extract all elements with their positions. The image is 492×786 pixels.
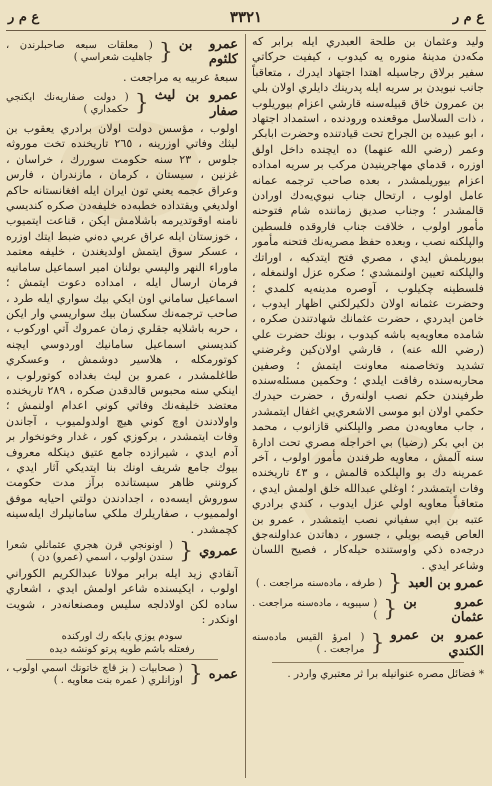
entry-title: عمروي bbox=[199, 544, 238, 560]
entry-note: ( طرفه ، ماده‌سنه مراجعت . ) bbox=[255, 577, 383, 589]
footnote: * فضائل مصره عنوانيله برا ثر معتبري واردر . bbox=[287, 668, 484, 681]
page-number: ٣٣٢١ bbox=[229, 8, 263, 26]
amr-ibn-al-as-body: وليد وعثمان بن طلحة العبدري ايله برابر كه مكه‌دن مدينهٔ منوره يه كيدوب ، كيفيت حركاتي سفير برلاق رجاسيله اهتدا اجتهاد ايدرك ، متعاقباً جانب نبويدن بر سريه ايله پدرينك دايلري اولان بلي بن عمرون خاق قبيله‌سنه قارشي اعزام بيوريلوب ، ذات السلاسل موقعنده ورودنده ، استمداد اجتهاد ، ابو عبيده بن الجراح تحت قيادتنده وحضرت ابابكر وعمر (رضي الله عنهما) ده ايچنده داخل اولق اوزره ، قدماي مهاجرينيدن مركب بر سريه امداده اعزام بيوريلمشدر ، بعده صاحب ترجمه عمانه عامل اولوب ، ارتحال جناب نبوي‌يه‌دك اورادن قالمشدر ؛ وجناب صديق زماننده شام فتوحنه مأمور اولوب ، خلافت جناب فاروقده فلسطين والپلكنه نصب ، وبعده حفظ مصريه‌نك فتحنه مأمور بيوريلمش ايدي ، مصري فتح ايتدكيه ، اوراتك والپلكنه تعيين اولنمشدي ؛ صكره عزل اولنمغله ، فلسطينه چكيلوب ، آوصره مدينه‌يه كلمدي ؛ وحضرت عثمانه اولان دلكيرلكني اظهار ايدوب ، خامن ايدردي ، حضرت عثمانك شهادتندن صكره ، شامده معاويه‌يه باشه كيدوب ، بونك حضرت علي (رضي الله عنه) ، قارشي اولان‌كين وغرضني تشديد وتخاصمنه معاونت ايتمش ؛ وصفين محاربه‌سنده رفاقت ايلدي ؛ وحكمين مسئله‌سنده طرفيندن حكم نصب اولنه‌رق ، حضرت حيدرك حكمي اولان ابو موسى الاشعري‌يي اغفال ايتمشدر ، جاب معاويه‌دن مصر والپلكني قازانوب ، محمد بن ابي بكر (رضيا) بي اخراجله مصري تحت ادارهٔ سنه آلمش ، معاويه طرفندن مأمور اولوب ، آخر عمرينه دك بو والپلكده قالمش ، و ٤٣ تاريخنده وفات ايتمشدر ؛ اوغلي عبدالله خلق اولمش ايدي ، متعاقباً معاويه اولي عزل ايدوب ، كندي برادري عتبه بن ابي سفياني نصب ايتمشدر ، عمرو بن العاص قيصه بويلي ، جسور ، دهاتدن عداولنه‌جق درجه‌ده ذكي واوستنده حيله‌كار ، فصيح اللسان وشاعر ايدي . bbox=[252, 35, 484, 572]
entry-amra bbox=[6, 663, 238, 687]
brace-glyph: { bbox=[158, 39, 173, 65]
left-column bbox=[6, 34, 238, 780]
entry-title: عمرو بن عثمان bbox=[403, 594, 484, 626]
brace-glyph: { bbox=[188, 661, 203, 687]
entry-title: عمرو بن كلثوم bbox=[178, 37, 238, 68]
entry-amr-ibn-layth bbox=[6, 88, 238, 119]
entry-note: ( دولت صفاريه‌نك ايكنجي حكمداري ) bbox=[6, 91, 129, 115]
entry-note: ( امرؤ القيس ماده‌سنه مراجعت . ) bbox=[252, 631, 365, 655]
entry-amr-ibn-kulthum bbox=[6, 37, 238, 68]
brace-glyph: { bbox=[370, 631, 385, 657]
header-rule bbox=[6, 30, 486, 31]
entry-body: آنقادي زيد ايله برابر مولانا عبدالكريم الكوراني اولوب ، ايكيسنده شاعر اولمش ايدي ، اشعاري ساده لكن اولادلجه سليس ومصنعانه‌در ، شويت اونكدر : bbox=[6, 567, 238, 627]
entry-title: عمرو بن العبد bbox=[408, 576, 484, 592]
entry-note: ( صحابيات ( بز قاچ خاتونك اسمي اولوب ، اوزانلري ( عمره بنت معاويه . ) bbox=[6, 662, 183, 686]
brace-glyph: { bbox=[134, 90, 149, 116]
header-right-mark: ع م ر bbox=[452, 9, 484, 25]
entry-title: عمرو بن ليث صفار bbox=[154, 88, 238, 119]
entry-title: عمرو بن عمرو الكندي bbox=[390, 628, 484, 659]
right-column bbox=[252, 34, 484, 780]
header-left-mark: ع م ر bbox=[8, 9, 40, 25]
brace-glyph: { bbox=[179, 539, 194, 565]
entry-note: ( اونونجي قرن هجري عثمانلي شعرا سندن اولوب ، اسمي (عمرو) دن ) bbox=[6, 540, 174, 563]
entry-amr-ibn-uthman bbox=[252, 595, 484, 626]
entry-note: ( سيبويه ، ماده‌سنه مراجعت . ) bbox=[252, 598, 378, 622]
separator-line bbox=[26, 659, 218, 660]
entry-reference: سبعهٔ عربيه يه مراجعت . bbox=[123, 70, 238, 84]
page-header bbox=[8, 6, 484, 28]
entry-body: اولوب ، مؤسس دولت اولان برادري يعقوب بن ليثك وفاتي اوزرينه ، ٢٦٥ تاريخنده تخت موروثه جلوس ، ٢٣ سنه حكومت سوررك ، خراسان ، غزنين ، سيستان ، كرمان ، مازندران ، فارس وعراق عجمه يعني تون ايران ايله افغانستانه حاكم اولديغي ويقتداده خطبه‌ده خليفه‌دن صكره كنديسي نامنه اوقوتديرمه باشلامش ايكن ، قناعت ايتميوب ، خوزستان ايله عراق عربي ده‌ني ضبط ايتك اوزره ، عسكر سوق ايتمش اولديغندن ، خليفه معتمد ماوراء النهر والپسي بولنان امير اسماعيل سامانيه فرمان ارسال ايله ، امداده دعوت ايتمش ؛ اسماعيل ساماني اون ايكي بيك سواري ايله طرد ، صاحب ترجمه‌نك سكسان بيك سواريسي وار ايكن ، حربه باشلايه جقلري زمان عمروك آتي اوركوب ، كنديسني اسماعيل سامانيك اوردوسي ايچنه كوتورمكله ، هلاسير دوشمش ، وعسكري طاغلمشدر ، عمرو بن ليث بغداده كوتورلوب ، اينكي سنه محبوس قالدقدن صكره ، ٢٨٩ تاريخنده معتضد خليفه‌نك وفاتي كوني اعدام اولنمش ؛ واولادندن اوچ كوني هيچ اولدولميوب ، آجاندن وفات ايتمشدر ، بركوزي كور ، غدار وخونخوار بر آدم ايدي ، شيرازده جامع عتيق دينكله معروف بيوك جامع شريف اونك بنا ايتديكي آثار ايدي ، كرونني ظاهر سيستانده برآز مدت حكومت سوروش ايسه‌ده ، اجدادندن دولتي احيايه موفق اولمميوب ، صفاريلرك ملكي سامانيلرك ايله‌سينه كچمشدر . bbox=[6, 122, 238, 536]
brace-glyph: { bbox=[388, 571, 403, 597]
entry-amr-al-kindi bbox=[252, 628, 484, 659]
entry-amr-ibn-al-abd bbox=[252, 571, 484, 597]
entry-title: عمره bbox=[208, 666, 238, 682]
entry-note: ( معلقات سبعه صاحبلرندن ، جاهليت شعراسي ) bbox=[6, 40, 153, 64]
brace-glyph: { bbox=[383, 597, 398, 623]
poem-line: رفعتله باشم طويه پرتو كونشه ديده bbox=[49, 643, 195, 655]
column-divider bbox=[245, 34, 246, 778]
entry-amri bbox=[6, 540, 238, 564]
poem-line: سودم يوزي بابكه رك اوركنده bbox=[61, 630, 183, 642]
separator-line bbox=[272, 662, 464, 663]
